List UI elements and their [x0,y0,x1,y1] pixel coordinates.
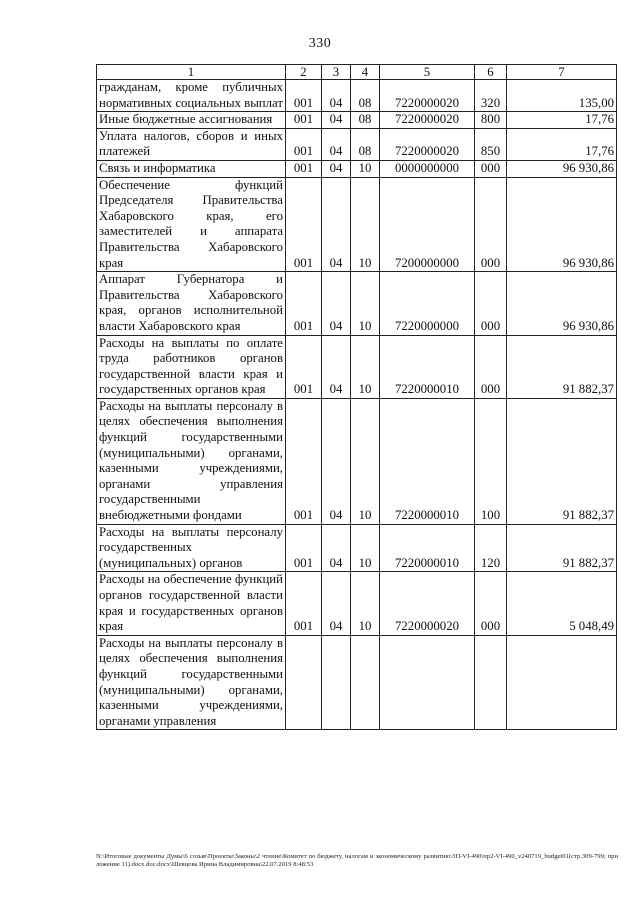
table-row [97,128,617,160]
cell-code-2: 001 [286,128,322,160]
cell-code-4 [351,635,380,730]
document-path-footer: N:\Итоговые документы Думы\6 созыв\Проекты\Законы\2 чтение\Комитет по бюджету, налогам и экономическому развитию\3П-VI-490\пр2-VI-490_v240719_budget01(стр.309-799; приложение 11).docx.doc.docx\Шевцова Ирина Владимировна\22.07.2019 8:48:53 [96,853,618,869]
cell-code-2 [286,635,322,730]
cell-code-4: 10 [351,160,380,177]
cell-code-6: 850 [475,128,507,160]
header-col-3: 3 [322,65,351,80]
cell-amount: 5 048,49 [507,572,617,635]
cell-amount: 96 930,86 [507,177,617,272]
header-col-6: 6 [475,65,507,80]
cell-code-5: 7220000020 [380,112,475,129]
cell-code-3: 04 [322,398,351,524]
cell-amount: 91 882,37 [507,524,617,572]
cell-code-2: 001 [286,160,322,177]
table-row [97,272,617,335]
cell-code-4: 10 [351,572,380,635]
cell-code-5: 7220000020 [380,572,475,635]
cell-code-2: 001 [286,572,322,635]
cell-code-5 [380,635,475,730]
table-header-row [97,65,617,80]
cell-code-3: 04 [322,272,351,335]
cell-code-4: 10 [351,272,380,335]
table-row [97,335,617,398]
cell-code-2: 001 [286,524,322,572]
cell-description: Расходы на выплаты персоналу в целях обеспечения выполнения функций государственными (муниципальными) органами, казенными учреждениями, органами управления государственными внебюджетными фондами [97,398,286,524]
cell-code-3: 04 [322,112,351,129]
cell-code-4: 10 [351,335,380,398]
table-row [97,635,617,730]
cell-code-3: 04 [322,572,351,635]
header-col-7: 7 [507,65,617,80]
cell-code-3: 04 [322,335,351,398]
cell-code-4: 08 [351,112,380,129]
cell-code-5: 7220000020 [380,128,475,160]
table-row [97,177,617,272]
cell-description: Обеспечение функций Председателя Правительства Хабаровского края, его заместителей и аппарата Правительства Хабаровского края [97,177,286,272]
table-row [97,80,617,112]
cell-code-3: 04 [322,524,351,572]
header-col-1: 1 [97,65,286,80]
cell-code-6: 000 [475,572,507,635]
cell-code-2: 001 [286,80,322,112]
cell-code-2: 001 [286,272,322,335]
cell-code-2: 001 [286,112,322,129]
table-row [97,112,617,129]
cell-code-5: 7220000010 [380,335,475,398]
cell-code-6: 320 [475,80,507,112]
cell-code-6: 000 [475,335,507,398]
cell-code-5: 7220000020 [380,80,475,112]
header-col-2: 2 [286,65,322,80]
cell-amount: 17,76 [507,128,617,160]
cell-code-4: 10 [351,398,380,524]
cell-code-3: 04 [322,80,351,112]
budget-table [96,64,617,730]
cell-code-6 [475,635,507,730]
cell-amount: 91 882,37 [507,398,617,524]
cell-code-5: 7200000000 [380,177,475,272]
cell-amount: 91 882,37 [507,335,617,398]
cell-code-2: 001 [286,177,322,272]
cell-code-3: 04 [322,160,351,177]
table-row [97,398,617,524]
cell-code-6: 100 [475,398,507,524]
cell-description: Связь и информатика [97,160,286,177]
cell-description: гражданам, кроме публичных нормативных социальных выплат [97,80,286,112]
cell-code-4: 10 [351,524,380,572]
table-row [97,524,617,572]
table-row [97,160,617,177]
cell-code-6: 800 [475,112,507,129]
cell-code-6: 000 [475,177,507,272]
cell-code-2: 001 [286,335,322,398]
cell-description: Расходы на обеспечение функций органов государственной власти края и государственных органов края [97,572,286,635]
cell-description: Расходы на выплаты персоналу государственных (муниципальных) органов [97,524,286,572]
cell-amount [507,635,617,730]
cell-description: Уплата налогов, сборов и иных платежей [97,128,286,160]
cell-code-2: 001 [286,398,322,524]
cell-description: Расходы на выплаты персоналу в целях обеспечения выполнения функций государственными (муниципальными) органами, казенными учреждениями, органами управления [97,635,286,730]
cell-description: Иные бюджетные ассигнования [97,112,286,129]
cell-code-3 [322,635,351,730]
cell-amount: 135,00 [507,80,617,112]
cell-code-4: 10 [351,177,380,272]
cell-amount: 17,76 [507,112,617,129]
cell-code-6: 000 [475,160,507,177]
cell-code-6: 000 [475,272,507,335]
cell-code-3: 04 [322,177,351,272]
cell-description: Аппарат Губернатора и Правительства Хабаровского края, органов исполнительной власти Хабаровского края [97,272,286,335]
header-col-5: 5 [380,65,475,80]
header-col-4: 4 [351,65,380,80]
cell-code-5: 7220000000 [380,272,475,335]
cell-code-4: 08 [351,80,380,112]
cell-code-5: 0000000000 [380,160,475,177]
cell-code-5: 7220000010 [380,524,475,572]
cell-code-3: 04 [322,128,351,160]
table-row [97,572,617,635]
cell-code-5: 7220000010 [380,398,475,524]
cell-amount: 96 930,86 [507,272,617,335]
cell-code-4: 08 [351,128,380,160]
cell-description: Расходы на выплаты по оплате труда работников органов государственной власти края и государственных органов края [97,335,286,398]
cell-amount: 96 930,86 [507,160,617,177]
page-number: 330 [308,36,332,51]
cell-code-6: 120 [475,524,507,572]
